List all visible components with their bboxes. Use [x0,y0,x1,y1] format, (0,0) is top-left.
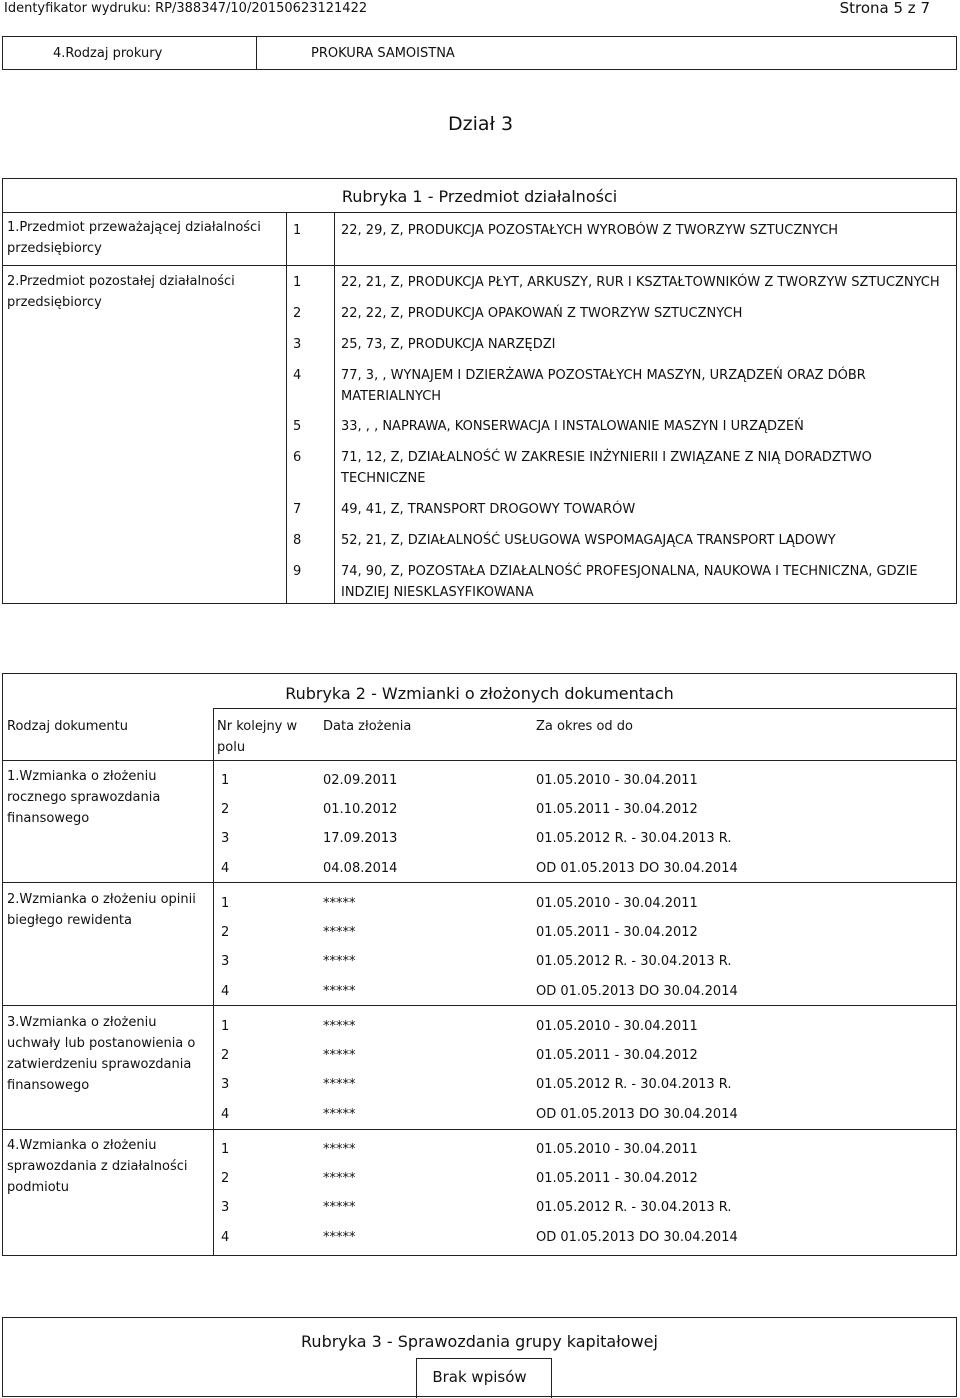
col-filing-date: Data złożenia [323,719,412,734]
period: 01.05.2010 - 30.04.2011 [536,896,698,911]
other-activity-label: 2.Przedmiot pozostałej działalności przedsiębiorcy [7,274,235,310]
pkd-other-text: 25, 73, Z, PRODUKCJA NARZĘDZI [341,337,556,352]
period: OD 01.05.2013 DO 30.04.2014 [536,1230,738,1245]
pkd-other-number: 7 [293,502,302,517]
period: 01.05.2012 R. - 30.04.2013 R. [536,1077,732,1092]
pkd-main-text: 22, 29, Z, PRODUKCJA POZOSTAŁYCH WYROBÓW Z TWORZYW SZTUCZNYCH [341,223,839,238]
pkd-other-text: 22, 22, Z, PRODUKCJA OPAKOWAŃ Z TWORZYW SZTUCZNYCH [341,306,743,321]
filing-date: 04.08.2014 [323,861,398,876]
pkd-other-number: 4 [293,368,302,383]
row-number: 2 [221,1171,230,1186]
filing-date: ***** [323,1200,356,1215]
pkd-other-number: 2 [293,306,302,321]
row-number: 1 [221,773,230,788]
prokura-row [2,36,957,70]
row-number: 2 [221,802,230,817]
filing-date: 01.10.2012 [323,802,398,817]
pkd-other-number: 9 [293,564,302,579]
period: OD 01.05.2013 DO 30.04.2014 [536,984,738,999]
prokura-value: PROKURA SAMOISTNA [311,46,455,61]
print-identifier: Identyfikator wydruku: RP/388347/10/20150623121422 [4,1,368,16]
row-number: 4 [221,861,230,876]
col-period: Za okres od do [536,719,633,734]
period: OD 01.05.2013 DO 30.04.2014 [536,861,738,876]
period: 01.05.2011 - 30.04.2012 [536,1171,698,1186]
section-title: Dział 3 [448,113,514,135]
filing-date: ***** [323,925,356,940]
period: 01.05.2010 - 30.04.2011 [536,773,698,788]
filing-date: ***** [323,1230,356,1245]
document-type-label: 3.Wzmianka o złożeniu uchwały lub postanowienia o zatwierdzeniu sprawozdania finansowego [7,1015,196,1093]
period: 01.05.2012 R. - 30.04.2013 R. [536,831,732,846]
filing-date: ***** [323,1019,356,1034]
pkd-other-text: 22, 21, Z, PRODUKCJA PŁYT, ARKUSZY, RUR I KSZTAŁTOWNIKÓW Z TWORZYW SZTUCZNYCH [341,275,940,290]
no-entries: Brak wpisów [432,1368,527,1386]
pkd-other-text: 49, 41, Z, TRANSPORT DROGOWY TOWARÓW [341,502,636,517]
period: 01.05.2010 - 30.04.2011 [536,1142,698,1157]
row-number: 3 [221,831,230,846]
pkd-other-number: 6 [293,450,302,465]
row-number: 4 [221,1107,230,1122]
rubryka-1-title: Rubryka 1 - Przedmiot działalności [341,187,618,206]
filing-date: ***** [323,1107,356,1122]
period: 01.05.2011 - 30.04.2012 [536,1048,698,1063]
pkd-other-text: 71, 12, Z, DZIAŁALNOŚĆ W ZAKRESIE INŻYNIERII I ZWIĄZANE Z NIĄ DORADZTWO TECHNICZNE [341,450,872,486]
pkd-other-text: 33, , , NAPRAWA, KONSERWACJA I INSTALOWANIE MASZYN I URZĄDZEŃ [341,419,804,434]
filing-date: ***** [323,1171,356,1186]
row-number: 4 [221,1230,230,1245]
period: 01.05.2012 R. - 30.04.2013 R. [536,1200,732,1215]
row-number: 1 [221,1019,230,1034]
main-activity-label: 1.Przedmiot przeważającej działalności przedsiębiorcy [7,220,261,256]
rubryka-3 [2,1317,957,1397]
pkd-other-text: 52, 21, Z, DZIAŁALNOŚĆ USŁUGOWA WSPOMAGAJĄCA TRANSPORT LĄDOWY [341,533,836,548]
pkd-other-text: 74, 90, Z, POZOSTAŁA DZIAŁALNOŚĆ PROFESJONALNA, NAUKOWA I TECHNICZNA, GDZIE INDZIEJ NIESKLASYFIKOWANA [341,564,918,600]
pkd-other-number: 5 [293,419,302,434]
document-type-label: 1.Wzmianka o złożeniu rocznego sprawozdania finansowego [7,769,161,826]
filing-date: 02.09.2011 [323,773,398,788]
filing-date: ***** [323,984,356,999]
filing-date: ***** [323,954,356,969]
rubryka-3-title: Rubryka 3 - Sprawozdania grupy kapitałowej [301,1332,658,1351]
pkd-other-number: 3 [293,337,302,352]
period: OD 01.05.2013 DO 30.04.2014 [536,1107,738,1122]
document-type-label: 2.Wzmianka o złożeniu opinii biegłego rewidenta [7,892,196,928]
rubryka-2 [2,673,957,1256]
filing-date: ***** [323,1048,356,1063]
pkd-other-number: 1 [293,275,302,290]
period: 01.05.2011 - 30.04.2012 [536,925,698,940]
pkd-other-text: 77, 3, , WYNAJEM I DZIERŻAWA POZOSTAŁYCH MASZYN, URZĄDZEŃ ORAZ DÓBR MATERIALNYCH [341,368,866,404]
rubryka-1 [2,178,957,604]
rubryka-2-title: Rubryka 2 - Wzmianki o złożonych dokumentach [285,684,674,703]
period: 01.05.2010 - 30.04.2011 [536,1019,698,1034]
row-number: 1 [221,896,230,911]
row-number: 3 [221,954,230,969]
row-number: 2 [221,1048,230,1063]
row-number: 1 [221,1142,230,1157]
col-sequence-number: Nr kolejny w polu [217,719,298,755]
pkd-main-number: 1 [293,223,302,238]
filing-date: 17.09.2013 [323,831,398,846]
document-type-label: 4.Wzmianka o złożeniu sprawozdania z działalności podmiotu [7,1138,188,1195]
row-number: 4 [221,984,230,999]
filing-date: ***** [323,896,356,911]
row-number: 2 [221,925,230,940]
page-number: Strona 5 z 7 [839,0,930,17]
row-number: 3 [221,1077,230,1092]
filing-date: ***** [323,1142,356,1157]
filing-date: ***** [323,1077,356,1092]
pkd-other-number: 8 [293,533,302,548]
row-number: 3 [221,1200,230,1215]
prokura-label: 4.Rodzaj prokury [53,46,163,61]
period: 01.05.2012 R. - 30.04.2013 R. [536,954,732,969]
col-document-type: Rodzaj dokumentu [7,719,128,734]
period: 01.05.2011 - 30.04.2012 [536,802,698,817]
